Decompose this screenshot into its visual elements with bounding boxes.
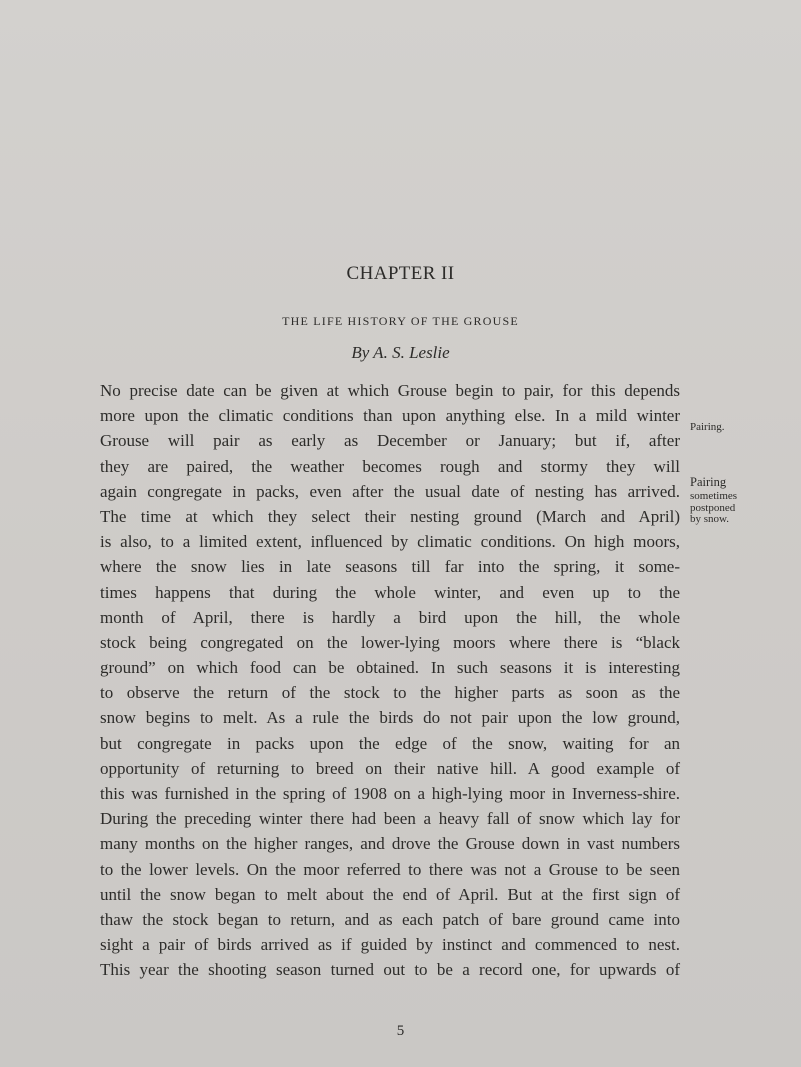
text-line: The time at which they select their nesting ground (March and April) (100, 506, 680, 526)
text-line: During the preceding winter there had been a heavy fall of snow which lay for (100, 809, 680, 829)
text-line: many months on the higher ranges, and drove the Grouse down in vast numbers (100, 834, 680, 854)
text-line: month of April, there is hardly a bird upon the hill, the whole (100, 607, 680, 627)
text-line: where the snow lies in late seasons till far into the spring, it some- (100, 557, 680, 577)
text-line: more upon the climatic conditions than upon anything else. In a mild winter (100, 406, 680, 426)
text-line: thaw the stock began to return, and as each patch of bare ground came into (100, 909, 680, 929)
text-line: but congregate in packs upon the edge of the snow, waiting for an (100, 733, 680, 753)
sidenote-line: by snow. (690, 513, 730, 525)
text-line: sight a pair of birds arrived as if guided by instinct and commenced to nest. (100, 935, 680, 955)
text-line: snow begins to melt. As a rule the birds do not pair upon the low ground, (100, 708, 680, 728)
sidenote-pairing: Pairing. (690, 421, 725, 433)
text-line: No precise date can be given at which Grouse begin to pair, for this depends (100, 381, 680, 400)
text-line: times happens that during the whole winter, and even up to the (100, 582, 680, 602)
body-text (100, 378, 680, 983)
text-line: ground” on which food can be obtained. In such seasons it is interesting (100, 658, 680, 678)
text-line: Grouse will pair as early as December or January; but if, after (100, 431, 680, 451)
sidenote-snow (690, 474, 737, 526)
sidenote-line: postponed (690, 501, 736, 514)
page-number: 5 (396, 1023, 405, 1039)
sidenote-line: Pairing (690, 475, 727, 489)
text-line: is also, to a limited extent, influenced by climatic conditions. On high moors, (100, 532, 680, 552)
text-line: they are paired, the weather becomes rough and stormy they will (100, 456, 680, 476)
text-line: again congregate in packs, even after the usual date of nesting has arrived. (100, 481, 680, 501)
text-line: to observe the return of the stock to the higher parts as soon as the (100, 683, 680, 703)
text-line: This year the shooting season turned out to be a record one, for upwards of (100, 960, 680, 980)
text-line: this was furnished in the spring of 1908 on a high-lying moor in Inverness-shire. (100, 784, 680, 803)
author-byline: By A. S. Leslie (351, 343, 450, 362)
text-line: until the snow began to melt about the end of April. But at the first sign of (100, 884, 680, 904)
text-line: opportunity of returning to breed on their native hill. A good example of (100, 758, 680, 778)
chapter-heading: CHAPTER II (346, 263, 455, 284)
text-line: to the lower levels. On the moor referred to there was not a Grouse to be seen (100, 859, 680, 879)
text-line: stock being congregated on the lower-lying moors where there is “black (100, 632, 680, 652)
chapter-subtitle: THE LIFE HISTORY OF THE GROUSE (282, 314, 519, 328)
sidenote-line: sometimes (690, 490, 738, 502)
